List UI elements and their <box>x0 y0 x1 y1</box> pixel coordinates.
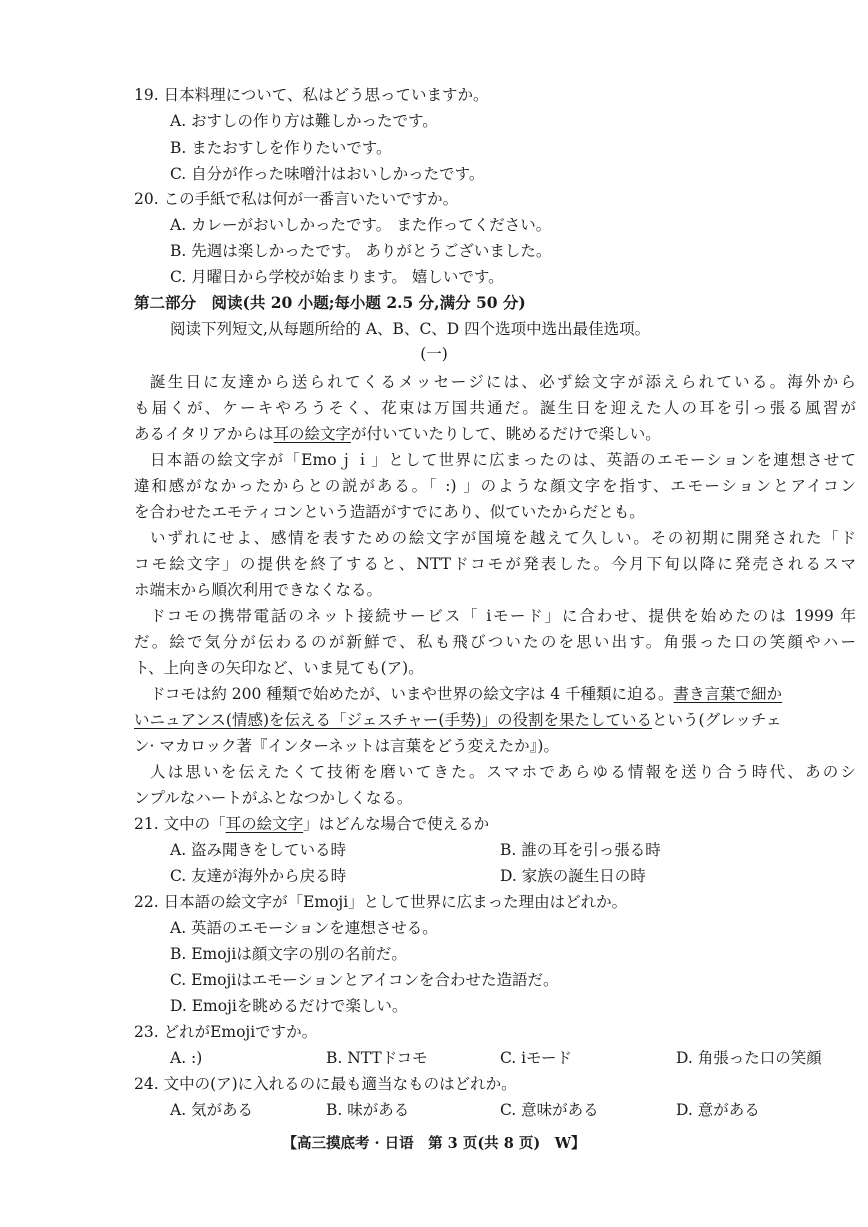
passage-line: ン· マカロック著『インターネットは言葉をどう変えたか』)。 <box>134 737 559 755</box>
passage-text: という(グレッチェ <box>652 711 782 729</box>
q22-option-d: D. Emojiを眺めるだけで楽しい。 <box>170 997 408 1015</box>
passage-text: が付いていたりして、眺めるだけで楽しい。 <box>351 425 661 443</box>
q23-option-b: B. NTTドコモ <box>326 1049 428 1067</box>
q21-stem-underlined: 耳の絵文字 <box>225 815 304 833</box>
q21-option-b: B. 誰の耳を引っ張る時 <box>500 841 661 859</box>
q21-option-a: A. 盗み聞きをしている時 <box>170 841 347 859</box>
passage-line: 人は思いを伝えたくて技術を磨いてきた。スマホであらゆる情報を送り合う時代、あのシ <box>150 763 856 781</box>
q22-stem: 22. 日本語の絵文字が「Emoji」として世界に広まった理由はどれか。 <box>134 893 628 911</box>
q21-stem-text: 21. 文中の「 <box>134 815 226 833</box>
q20-stem: 20. この手紙で私は何が一番言いたいですか。 <box>134 190 459 208</box>
passage-line: ホ端末から順次利用できなくなる。 <box>134 581 383 599</box>
q20-option-c: C. 月曜日から学校が始まります。 嬉しいです。 <box>170 268 504 286</box>
passage-line: 誕生日に友達から送られてくるメッセージには、必ず絵文字が添えられている。海外から <box>150 373 856 391</box>
q24-option-b: B. 味がある <box>326 1101 410 1119</box>
q19-option-c: C. 自分が作った味噌汁はおいしかったです。 <box>170 165 485 183</box>
q21-stem <box>134 813 489 835</box>
q23-option-c: C. iモード <box>500 1049 572 1067</box>
passage-line: を合わせたエモティコンという造語がすでにあり、似ていたからだとも。 <box>134 503 645 521</box>
q23-option-a: A. :) <box>170 1049 203 1067</box>
page-footer: 【高三摸底考 · 日语 第 3 页(共 8 页) W】 <box>282 1135 586 1152</box>
passage-line: いずれにせよ、感情を表すための絵文字が国境を越えて久しい。その初期に開発された「ド <box>150 529 856 547</box>
passage-line: ンプルなハートがふとなつかしくなる。 <box>134 789 413 807</box>
section-instruction: 阅读下列短文,从每题所给的 A、B、C、D 四个选项中选出最佳选项。 <box>170 320 651 338</box>
passage-line: コモ絵文字」の提供を終了すると、NTTドコモが発表した。今月下旬以降に発売されるスマ <box>134 555 856 573</box>
passage-number: (一) <box>420 345 448 363</box>
passage-line: ドコモの携帯電話のネット接続サービス「 iモード」に合わせ、提供を始めたのは 1999 年 <box>150 607 856 625</box>
passage-line <box>134 423 661 445</box>
passage-text: ドコモは約 200 種類で始めたが、いまや世界の絵文字は 4 千種類に迫る。 <box>150 685 674 703</box>
q21-stem-text: 」はどんな場合で使えるか <box>303 815 490 833</box>
q19-stem: 19. 日本料理について、私はどう思っていますか。 <box>134 86 489 104</box>
passage-line: ト、上向きの矢印など、いま見ても(ア)。 <box>134 659 424 677</box>
q22-option-b: B. Emojiは顔文字の別の名前だ。 <box>170 945 407 963</box>
q21-option-d: D. 家族の誕生日の時 <box>500 867 646 885</box>
passage-line: 違和感がなかったからとの説がある。「 :) 」のような顔文字を指す、エモーションとアイコン <box>134 477 856 495</box>
gesture-underlined: 書き言葉で細か <box>673 685 783 703</box>
q20-option-a: A. カレーがおいしかったです。 また作ってください。 <box>170 216 552 234</box>
ear-emoji-underlined: 耳の絵文字 <box>273 425 352 443</box>
q20-option-b: B. 先週は楽しかったです。 ありがとうございました。 <box>170 242 552 260</box>
q19-option-a: A. おすしの作り方は難しかったです。 <box>170 112 438 130</box>
section-title: 第二部分 阅读(共 20 小题;每小题 2.5 分,满分 50 分) <box>134 293 526 312</box>
q19-option-b: B. またおすしを作りたいです。 <box>170 139 392 157</box>
q23-option-d: D. 角張った口の笑顔 <box>676 1049 822 1067</box>
q22-option-a: A. 英語のエモーションを連想させる。 <box>170 919 438 937</box>
q24-option-a: A. 気がある <box>170 1101 254 1119</box>
passage-line <box>134 709 781 731</box>
passage-line: 日本語の絵文字が「Emoｊｉ」として世界に広まったのは、英語のエモーションを連想させて <box>150 451 856 469</box>
passage-line <box>150 683 782 705</box>
passage-line: だ。絵で気分が伝わるのが新鮮で、私も飛びついたのを思い出す。角張った口の笑顔やハー <box>134 633 856 651</box>
q24-stem: 24. 文中の(ア)に入れるのに最も適当なものはどれか。 <box>134 1075 517 1093</box>
q23-stem: 23. どれがEmojiですか。 <box>134 1023 318 1041</box>
q22-option-c: C. Emojiはエモーションとアイコンを合わせた造語だ。 <box>170 971 559 989</box>
gesture-underlined: いニュアンス(情感)を伝える「ジェスチャー(手势)」の役割を果たしている <box>134 711 653 729</box>
q21-option-c: C. 友達が海外から戻る時 <box>170 867 347 885</box>
q24-option-d: D. 意がある <box>676 1101 760 1119</box>
q24-option-c: C. 意味がある <box>500 1101 599 1119</box>
passage-text: あるイタリアからは <box>134 425 274 443</box>
passage-line: も届くが、ケーキやろうそく、花束は万国共通だ。誕生日を迎えた人の耳を引っ張る風習が <box>134 399 856 417</box>
